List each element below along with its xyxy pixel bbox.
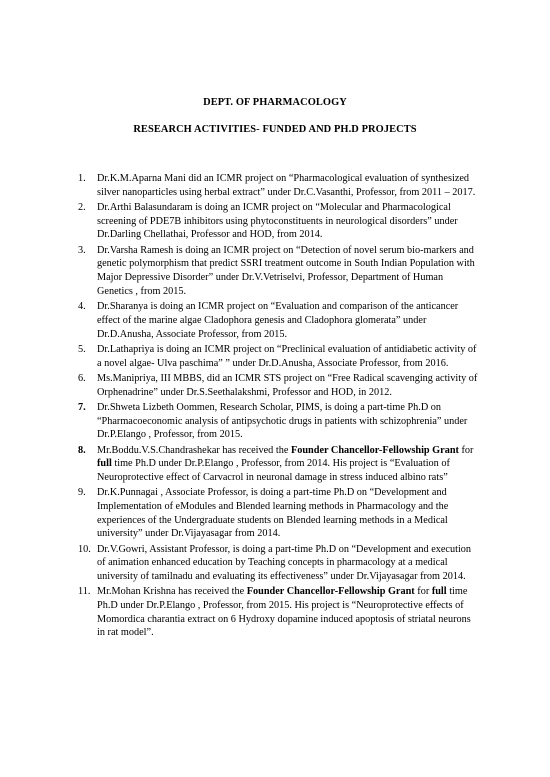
list-number: 9. xyxy=(78,487,86,499)
project-description-end: time Ph.D under Dr.P.Elango , Professor, from 2015. His project is “Neuroprotective effects of Momordica charantia extract on 6 Hydroxy dopamine induced apoptosis of striatal neurons in rat model”. xyxy=(97,586,471,639)
project-description: Dr.Shweta Lizbeth Oommen, Research Scholar, PIMS, is doing a part-time Ph.D on “Pharmacoeconomic analysis of antipsychotic drugs in patients with schizophrenia” under Dr.P.Elango , Professor, from 2015. xyxy=(97,401,468,441)
fulltime-emphasis: full xyxy=(97,458,112,470)
fulltime-emphasis: full xyxy=(431,586,447,598)
list-item xyxy=(78,201,478,242)
list-number: 6. xyxy=(78,372,86,384)
project-description: Dr.Varsha Ramesh is doing an ICMR project on “Detection of novel serum bio-markers and genetic polymorphism that predict SSRI treatment outcome in South Indian Population with Major Depressive Disorder” under Dr.V.Vetriselvi, Professor, Department of Human Genetics , from 2015. xyxy=(97,244,475,297)
fellowship-grant-name: Founder Chancellor-Fellowship Grant xyxy=(246,586,415,598)
list-number: 8. xyxy=(78,444,86,456)
list-item xyxy=(78,372,478,399)
project-description: Dr.K.Punnagai , Associate Professor, is doing a part-time Ph.D on “Development and Implementation of eModules and Blended learning methods in Pharmacology and the experiences of the Undergraduate students on Blended learning methods in a Medical university” under Dr.Vijayasagar from 2014. xyxy=(97,487,449,540)
project-description-mid: for xyxy=(414,586,432,598)
list-number: 10. xyxy=(78,543,91,555)
list-item xyxy=(78,300,478,341)
project-description: Dr.Arthi Balasundaram is doing an ICMR project on “Molecular and Pharmacological screening of PDE7B inhibitors using phytoconstituents in neurological disorders” under Dr.Darling Chellathai, Professor and HOD, from 2014. xyxy=(97,202,458,241)
project-description-start: Mr.Boddu.V.S.Chandrashekar has received the xyxy=(97,444,291,456)
list-number: 11. xyxy=(78,586,91,598)
list-number: 5. xyxy=(78,343,86,355)
list-item xyxy=(78,343,478,370)
projects-list xyxy=(78,172,478,642)
project-description: Dr.K.M.Aparna Mani did an ICMR project on “Pharmacological evaluation of synthesized silver nanoparticles using herbal extract” under Dr.C.Vasanthi, Professor, from 2011 – 2017. xyxy=(97,173,476,198)
section-title: RESEARCH ACTIVITIES- FUNDED AND PH.D PROJECTS xyxy=(133,124,417,135)
list-item xyxy=(78,543,478,584)
project-description: Dr.V.Gowri, Assistant Professor, is doing a part-time Ph.D on “Development and execution of animation enhanced education by Teaching concepts in pharmacology at a medical university of tamilnadu and evaluating its effectiveness” under Dr.Vijayasagar from 2014. xyxy=(97,543,472,583)
list-item xyxy=(78,585,478,640)
list-item xyxy=(78,401,478,442)
list-item xyxy=(78,244,478,299)
list-item xyxy=(78,486,478,541)
department-title: DEPT. OF PHARMACOLOGY xyxy=(203,97,347,108)
project-description: Dr.Lathapriya is doing an ICMR project on “Preclinical evaluation of antidiabetic activity of a novel algae- Ulva paschima” ” under Dr.D.Anusha, Associate Professor, from 2016. xyxy=(97,343,477,369)
project-description-mid: for xyxy=(458,444,474,456)
project-description: Dr.Sharanya is doing an ICMR project on “Evaluation and comparison of the anticancer effect of the marine algae Cladophora genesis and Cladophora glomerata” under Dr.D.Anusha, Associate Professor, from 2015. xyxy=(97,301,459,340)
project-description-end: time Ph.D under Dr.P.Elango , Professor, from 2014. His project is “Evaluation of Neuroprotective effect of Carvacrol in neuronal damage in stress induced albino rats” xyxy=(97,458,450,483)
list-item xyxy=(78,444,478,485)
project-description: Ms.Manipriya, III MBBS, did an ICMR STS project on “Free Radical scavenging activity of Orphenadrine” under Dr.S.Seethalakshmi, Professor and HOD, in 2012. xyxy=(97,372,478,398)
list-number: 4. xyxy=(78,301,86,313)
project-description-start: Mr.Mohan Krishna has received the xyxy=(97,586,247,598)
fellowship-grant-name: Founder Chancellor-Fellowship Grant xyxy=(290,444,459,456)
list-number: 1. xyxy=(78,173,86,184)
list-number: 7. xyxy=(78,401,86,413)
list-item xyxy=(78,172,478,199)
list-number: 3. xyxy=(78,244,86,256)
list-number: 2. xyxy=(78,202,86,213)
